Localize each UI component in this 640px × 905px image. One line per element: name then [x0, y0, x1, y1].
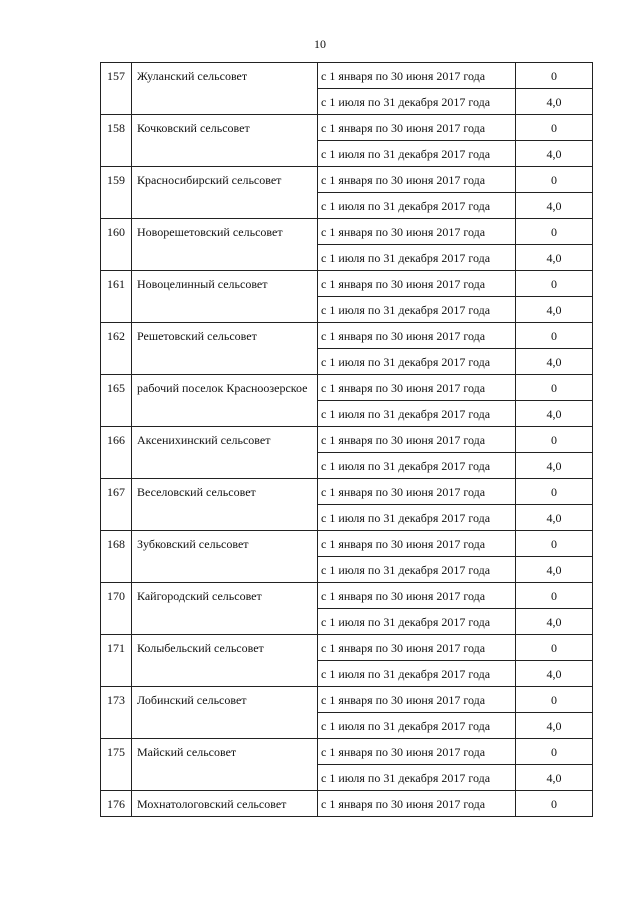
rate-cell: 0: [516, 167, 593, 193]
municipality-name: Новорешетовский сельсовет: [132, 219, 318, 271]
rate-cell: 4,0: [516, 609, 593, 635]
row-number: 166: [101, 427, 132, 479]
municipality-name: Колыбельский сельсовет: [132, 635, 318, 687]
rate-cell: 0: [516, 583, 593, 609]
row-number: 161: [101, 271, 132, 323]
municipality-name: Решетовский сельсовет: [132, 323, 318, 375]
table-row: [101, 375, 593, 401]
tariff-table-body: [101, 63, 593, 817]
row-number: 175: [101, 739, 132, 791]
municipality-name: Жуланский сельсовет: [132, 63, 318, 115]
municipality-name: Кочковский сельсовет: [132, 115, 318, 167]
period-cell: с 1 июля по 31 декабря 2017 года: [318, 765, 516, 791]
table-row: [101, 635, 593, 661]
rate-cell: 0: [516, 531, 593, 557]
row-number: 171: [101, 635, 132, 687]
table-row: [101, 63, 593, 89]
period-cell: с 1 июля по 31 декабря 2017 года: [318, 141, 516, 167]
rate-cell: 4,0: [516, 349, 593, 375]
rate-cell: 4,0: [516, 765, 593, 791]
period-cell: с 1 июля по 31 декабря 2017 года: [318, 349, 516, 375]
rate-cell: 0: [516, 739, 593, 765]
rate-cell: 0: [516, 219, 593, 245]
municipality-name: Новоцелинный сельсовет: [132, 271, 318, 323]
table-row: [101, 583, 593, 609]
row-number: 165: [101, 375, 132, 427]
rate-cell: 0: [516, 271, 593, 297]
municipality-name: рабочий поселок Красноозерское: [132, 375, 318, 427]
row-number: 170: [101, 583, 132, 635]
municipality-name: Красносибирский сельсовет: [132, 167, 318, 219]
rate-cell: 4,0: [516, 401, 593, 427]
period-cell: с 1 января по 30 июня 2017 года: [318, 271, 516, 297]
rate-cell: 4,0: [516, 245, 593, 271]
table-row: [101, 427, 593, 453]
table-row: [101, 219, 593, 245]
table-row: [101, 479, 593, 505]
period-cell: с 1 июля по 31 декабря 2017 года: [318, 661, 516, 687]
table-row: [101, 739, 593, 765]
rate-cell: 0: [516, 635, 593, 661]
period-cell: с 1 июля по 31 декабря 2017 года: [318, 713, 516, 739]
period-cell: с 1 июля по 31 декабря 2017 года: [318, 89, 516, 115]
period-cell: с 1 июля по 31 декабря 2017 года: [318, 609, 516, 635]
rate-cell: 0: [516, 479, 593, 505]
period-cell: с 1 июля по 31 декабря 2017 года: [318, 557, 516, 583]
table-row: [101, 115, 593, 141]
table-row: [101, 271, 593, 297]
rate-cell: 4,0: [516, 297, 593, 323]
period-cell: с 1 июля по 31 декабря 2017 года: [318, 401, 516, 427]
rate-cell: 4,0: [516, 453, 593, 479]
rate-cell: 4,0: [516, 141, 593, 167]
municipality-name: Мохнатологовский сельсовет: [132, 791, 318, 817]
municipality-name: Веселовский сельсовет: [132, 479, 318, 531]
rate-cell: 4,0: [516, 557, 593, 583]
row-number: 176: [101, 791, 132, 817]
municipality-name: Майский сельсовет: [132, 739, 318, 791]
rate-cell: 4,0: [516, 661, 593, 687]
table-row: [101, 531, 593, 557]
rate-cell: 0: [516, 323, 593, 349]
rate-cell: 0: [516, 63, 593, 89]
rate-cell: 0: [516, 427, 593, 453]
row-number: 167: [101, 479, 132, 531]
tariff-table: [100, 62, 593, 817]
period-cell: с 1 января по 30 июня 2017 года: [318, 635, 516, 661]
period-cell: с 1 июля по 31 декабря 2017 года: [318, 297, 516, 323]
period-cell: с 1 января по 30 июня 2017 года: [318, 427, 516, 453]
rate-cell: 0: [516, 687, 593, 713]
rate-cell: 4,0: [516, 713, 593, 739]
row-number: 168: [101, 531, 132, 583]
table-row: [101, 323, 593, 349]
period-cell: с 1 января по 30 июня 2017 года: [318, 479, 516, 505]
rate-cell: 0: [516, 375, 593, 401]
row-number: 159: [101, 167, 132, 219]
row-number: 162: [101, 323, 132, 375]
period-cell: с 1 января по 30 июня 2017 года: [318, 531, 516, 557]
period-cell: с 1 января по 30 июня 2017 года: [318, 583, 516, 609]
table-row: [101, 687, 593, 713]
municipality-name: Кайгородский сельсовет: [132, 583, 318, 635]
rate-cell: 4,0: [516, 89, 593, 115]
page-number: 10: [314, 37, 326, 51]
period-cell: с 1 января по 30 июня 2017 года: [318, 791, 516, 817]
municipality-name: Лобинский сельсовет: [132, 687, 318, 739]
rate-cell: 4,0: [516, 505, 593, 531]
period-cell: с 1 января по 30 июня 2017 года: [318, 167, 516, 193]
period-cell: с 1 июля по 31 декабря 2017 года: [318, 505, 516, 531]
period-cell: с 1 июля по 31 декабря 2017 года: [318, 453, 516, 479]
period-cell: с 1 июля по 31 декабря 2017 года: [318, 245, 516, 271]
rate-cell: 0: [516, 115, 593, 141]
row-number: 157: [101, 63, 132, 115]
table-row: [101, 791, 593, 817]
period-cell: с 1 января по 30 июня 2017 года: [318, 375, 516, 401]
period-cell: с 1 января по 30 июня 2017 года: [318, 687, 516, 713]
period-cell: с 1 января по 30 июня 2017 года: [318, 63, 516, 89]
row-number: 160: [101, 219, 132, 271]
municipality-name: Зубковский сельсовет: [132, 531, 318, 583]
municipality-name: Аксенихинский сельсовет: [132, 427, 318, 479]
period-cell: с 1 января по 30 июня 2017 года: [318, 323, 516, 349]
period-cell: с 1 января по 30 июня 2017 года: [318, 219, 516, 245]
period-cell: с 1 января по 30 июня 2017 года: [318, 115, 516, 141]
rate-cell: 0: [516, 791, 593, 817]
table-row: [101, 167, 593, 193]
period-cell: с 1 июля по 31 декабря 2017 года: [318, 193, 516, 219]
period-cell: с 1 января по 30 июня 2017 года: [318, 739, 516, 765]
row-number: 158: [101, 115, 132, 167]
rate-cell: 4,0: [516, 193, 593, 219]
row-number: 173: [101, 687, 132, 739]
